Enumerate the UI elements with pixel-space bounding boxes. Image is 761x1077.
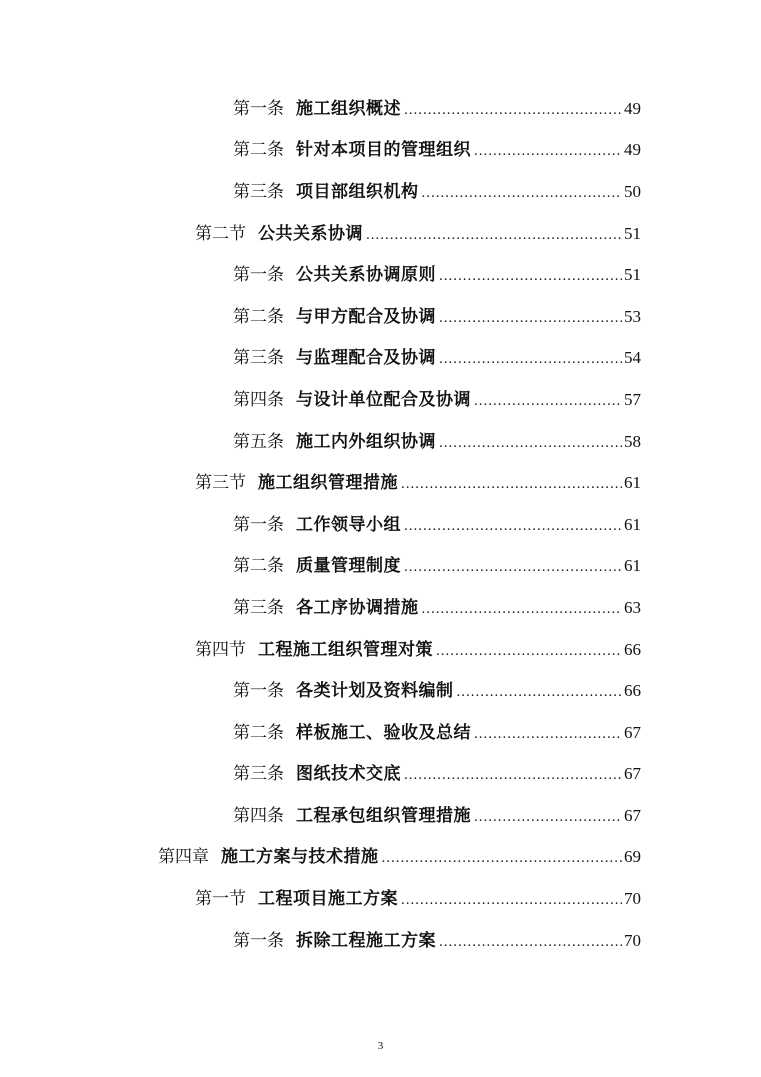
- toc-entry-title: 各类计划及资料编制: [296, 681, 454, 702]
- toc-entry-title: 工作领导小组: [296, 514, 401, 535]
- toc-entry-page: 61: [624, 473, 641, 493]
- toc-entry-line: [233, 100, 761, 118]
- toc-dot-leader: [474, 144, 622, 159]
- toc-entry-page: 67: [624, 805, 641, 825]
- toc-entry[interactable]: [0, 462, 761, 504]
- table-of-contents: [0, 88, 761, 961]
- toc-entry-page: 61: [624, 514, 641, 534]
- toc-entry-title: 各工序协调措施: [296, 597, 419, 618]
- toc-entry-title: 工程项目施工方案: [258, 889, 398, 910]
- toc-entry-title: 工程施工组织管理对策: [258, 639, 433, 660]
- toc-entry-line: [233, 308, 761, 326]
- toc-entry-number: 第四章: [158, 847, 209, 868]
- toc-entry-title: 质量管理制度: [296, 556, 401, 577]
- toc-dot-leader: [474, 810, 622, 825]
- toc-entry-number: 第二节: [195, 223, 246, 244]
- toc-entry-page: 69: [624, 847, 641, 867]
- toc-entry-number: 第四节: [195, 639, 246, 660]
- toc-dot-leader: [439, 311, 622, 326]
- toc-entry-line: [233, 266, 761, 284]
- toc-entry-line: [233, 516, 761, 534]
- toc-entry-line: [233, 807, 761, 825]
- toc-entry[interactable]: [0, 920, 761, 962]
- toc-entry-page: 67: [624, 764, 641, 784]
- toc-entry-title: 针对本项目的管理组织: [296, 140, 471, 161]
- toc-entry-page: 53: [624, 306, 641, 326]
- toc-dot-leader: [366, 228, 622, 243]
- toc-dot-leader: [401, 893, 622, 908]
- toc-entry-number: 第一条: [233, 98, 284, 119]
- toc-entry-title: 项目部组织机构: [296, 181, 419, 202]
- toc-entry-page: 63: [624, 597, 641, 617]
- toc-entry-line: [233, 183, 761, 201]
- toc-entry-title: 与监理配合及协调: [296, 348, 436, 369]
- page-number: 3: [377, 1040, 384, 1052]
- toc-entry-line: [233, 599, 761, 617]
- toc-entry-line: [233, 724, 761, 742]
- toc-entry-number: 第一条: [233, 930, 284, 951]
- toc-entry-line: [233, 932, 761, 950]
- toc-entry-number: 第三条: [233, 181, 284, 202]
- toc-entry-number: 第二条: [233, 306, 284, 327]
- toc-entry[interactable]: [0, 379, 761, 421]
- toc-entry[interactable]: [0, 88, 761, 130]
- toc-entry-line: [233, 391, 761, 409]
- toc-entry[interactable]: [0, 171, 761, 213]
- toc-entry-line: [195, 225, 761, 243]
- toc-entry[interactable]: [0, 837, 761, 879]
- toc-entry-number: 第四条: [233, 805, 284, 826]
- toc-entry[interactable]: [0, 421, 761, 463]
- toc-entry-title: 与甲方配合及协调: [296, 306, 436, 327]
- toc-entry-page: 61: [624, 556, 641, 576]
- toc-entry-title: 施工内外组织协调: [296, 431, 436, 452]
- toc-entry-page: 54: [624, 348, 641, 368]
- toc-entry-page: 49: [624, 98, 641, 118]
- toc-entry[interactable]: [0, 878, 761, 920]
- toc-entry[interactable]: [0, 504, 761, 546]
- toc-dot-leader: [401, 477, 622, 492]
- toc-entry[interactable]: [0, 130, 761, 172]
- toc-dot-leader: [422, 602, 623, 617]
- toc-entry-number: 第二条: [233, 556, 284, 577]
- toc-dot-leader: [382, 851, 623, 866]
- toc-entry-line: [233, 557, 761, 575]
- toc-entry-number: 第三条: [233, 764, 284, 785]
- toc-entry-title: 工程承包组织管理措施: [296, 805, 471, 826]
- toc-entry[interactable]: [0, 296, 761, 338]
- toc-dot-leader: [404, 560, 622, 575]
- toc-entry-line: [233, 682, 761, 700]
- toc-entry-title: 公共关系协调: [258, 223, 363, 244]
- toc-entry-line: [233, 433, 761, 451]
- toc-entry-line: [195, 641, 761, 659]
- toc-entry[interactable]: [0, 338, 761, 380]
- toc-entry-page: 70: [624, 930, 641, 950]
- toc-entry-page: 67: [624, 722, 641, 742]
- toc-entry[interactable]: [0, 629, 761, 671]
- toc-entry-title: 与设计单位配合及协调: [296, 389, 471, 410]
- toc-entry-number: 第五条: [233, 431, 284, 452]
- toc-dot-leader: [474, 394, 622, 409]
- toc-entry-line: [195, 474, 761, 492]
- toc-dot-leader: [422, 186, 623, 201]
- toc-entry-line: [195, 890, 761, 908]
- toc-entry-number: 第一条: [233, 265, 284, 286]
- toc-entry-line: [158, 848, 761, 866]
- toc-entry-title: 施工组织管理措施: [258, 473, 398, 494]
- toc-entry-title: 拆除工程施工方案: [296, 930, 436, 951]
- toc-entry-number: 第三条: [233, 348, 284, 369]
- toc-entry-number: 第二条: [233, 722, 284, 743]
- toc-entry-page: 49: [624, 140, 641, 160]
- toc-dot-leader: [404, 103, 622, 118]
- toc-entry-title: 公共关系协调原则: [296, 265, 436, 286]
- toc-entry-page: 57: [624, 389, 641, 409]
- toc-entry[interactable]: [0, 587, 761, 629]
- toc-dot-leader: [439, 935, 622, 950]
- toc-entry[interactable]: [0, 670, 761, 712]
- toc-entry-page: 58: [624, 431, 641, 451]
- toc-entry-number: 第二条: [233, 140, 284, 161]
- toc-dot-leader: [439, 269, 622, 284]
- toc-entry-title: 图纸技术交底: [296, 764, 401, 785]
- toc-entry-title: 施工组织概述: [296, 98, 401, 119]
- toc-entry[interactable]: [0, 546, 761, 588]
- toc-entry-number: 第三条: [233, 597, 284, 618]
- toc-entry-number: 第三节: [195, 473, 246, 494]
- toc-entry-number: 第一节: [195, 889, 246, 910]
- toc-entry-page: 66: [624, 681, 641, 701]
- toc-entry-number: 第一条: [233, 681, 284, 702]
- toc-entry-line: [233, 349, 761, 367]
- toc-dot-leader: [404, 768, 622, 783]
- toc-dot-leader: [457, 685, 623, 700]
- toc-entry-line: [233, 141, 761, 159]
- toc-entry-page: 66: [624, 639, 641, 659]
- toc-entry[interactable]: [0, 795, 761, 837]
- toc-entry-page: 50: [624, 181, 641, 201]
- toc-entry-line: [233, 765, 761, 783]
- toc-entry-page: 51: [624, 223, 641, 243]
- toc-entry-page: 70: [624, 889, 641, 909]
- toc-dot-leader: [404, 519, 622, 534]
- toc-entry-title: 样板施工、验收及总结: [296, 722, 471, 743]
- toc-entry-title: 施工方案与技术措施: [221, 847, 379, 868]
- toc-dot-leader: [474, 727, 622, 742]
- toc-entry[interactable]: [0, 213, 761, 255]
- toc-entry[interactable]: [0, 254, 761, 296]
- toc-dot-leader: [439, 436, 622, 451]
- toc-entry-number: 第一条: [233, 514, 284, 535]
- toc-entry-page: 51: [624, 265, 641, 285]
- toc-entry-number: 第四条: [233, 389, 284, 410]
- toc-dot-leader: [439, 352, 622, 367]
- toc-entry[interactable]: [0, 712, 761, 754]
- toc-dot-leader: [436, 644, 622, 659]
- toc-entry[interactable]: [0, 754, 761, 796]
